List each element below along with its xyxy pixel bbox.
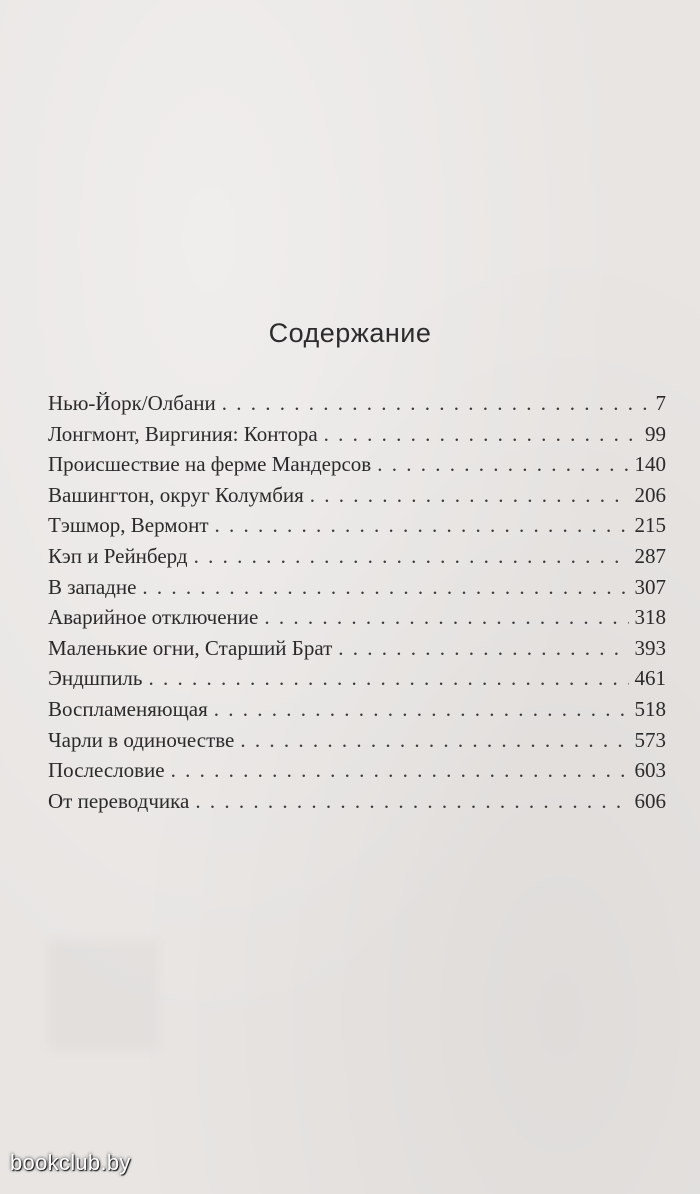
toc-entry-title: Эндшпиль — [48, 666, 143, 691]
site-watermark: bookclub.by — [10, 1150, 131, 1175]
toc-entry — [48, 694, 666, 725]
toc-entry — [48, 572, 666, 603]
toc-entry — [48, 663, 666, 694]
toc-entry — [48, 786, 666, 817]
toc-entry-title: Нью-Йорк/Олбани — [48, 391, 216, 415]
toc-entry-title: Лонгмонт, Виргиния: Контора — [48, 421, 318, 446]
dot-leader — [377, 449, 628, 480]
toc-entry — [48, 755, 666, 786]
dot-leader — [214, 694, 629, 725]
toc-entry — [48, 449, 666, 480]
toc-entry — [48, 541, 666, 572]
dot-leader — [195, 786, 628, 817]
toc-entry-title: Воспламеняющая — [48, 696, 208, 721]
toc-entry-page: 206 — [634, 482, 666, 507]
toc-entry-title: Кэп и Рейнберд — [48, 543, 188, 568]
dot-leader — [338, 633, 628, 664]
toc-entry-title: Маленькие огни, Старший Брат — [48, 635, 333, 660]
toc-entry — [48, 480, 666, 511]
toc-entry — [48, 510, 666, 541]
toc-entry-title: Вашингтон, округ Колумбия — [48, 482, 304, 507]
toc-entry-title: Послесловие — [48, 758, 165, 783]
toc-entry-page: 99 — [645, 421, 666, 446]
dot-leader — [215, 510, 629, 541]
toc-entry — [48, 419, 666, 450]
toc-entry-title: Тэшмор, Вермонт — [48, 513, 209, 538]
toc-entry-page: 461 — [634, 666, 666, 691]
toc-entry-title: От переводчика — [48, 788, 190, 813]
toc-entry-page: 603 — [634, 758, 666, 783]
toc-entry-page: 7 — [655, 391, 666, 415]
dot-leader — [171, 755, 629, 786]
dot-leader — [264, 602, 628, 633]
toc-entry-title: Происшествие на ферме Мандерсов — [48, 452, 372, 477]
page-title: Содержание — [268, 318, 432, 348]
toc-entry — [48, 725, 666, 756]
toc-entry-title: Чарли в одиночестве — [48, 727, 235, 752]
dot-leader — [310, 480, 629, 511]
toc-entry — [48, 633, 666, 664]
toc-entry-page: 140 — [634, 452, 666, 477]
print-bleed-shadow — [48, 940, 158, 1050]
dot-leader — [240, 725, 628, 756]
dot-leader — [149, 663, 629, 694]
toc-entry-page: 318 — [634, 605, 666, 630]
dot-leader — [142, 572, 628, 603]
toc-entry-page: 573 — [634, 727, 666, 752]
toc-entry-page: 215 — [634, 513, 666, 538]
toc-entry-page: 518 — [634, 696, 666, 721]
toc-entry — [48, 388, 666, 419]
toc-entry-title: Аварийное отключение — [48, 605, 259, 630]
dot-leader — [194, 541, 629, 572]
toc-entry — [48, 602, 666, 633]
toc-entry-page: 606 — [634, 788, 666, 813]
toc-entry-page: 287 — [634, 543, 666, 568]
table-of-contents — [48, 388, 666, 816]
toc-entry-title: В западне — [48, 574, 137, 599]
dot-leader — [222, 388, 650, 419]
dot-leader — [324, 419, 639, 450]
toc-entry-page: 307 — [634, 574, 666, 599]
toc-entry-page: 393 — [634, 635, 666, 660]
